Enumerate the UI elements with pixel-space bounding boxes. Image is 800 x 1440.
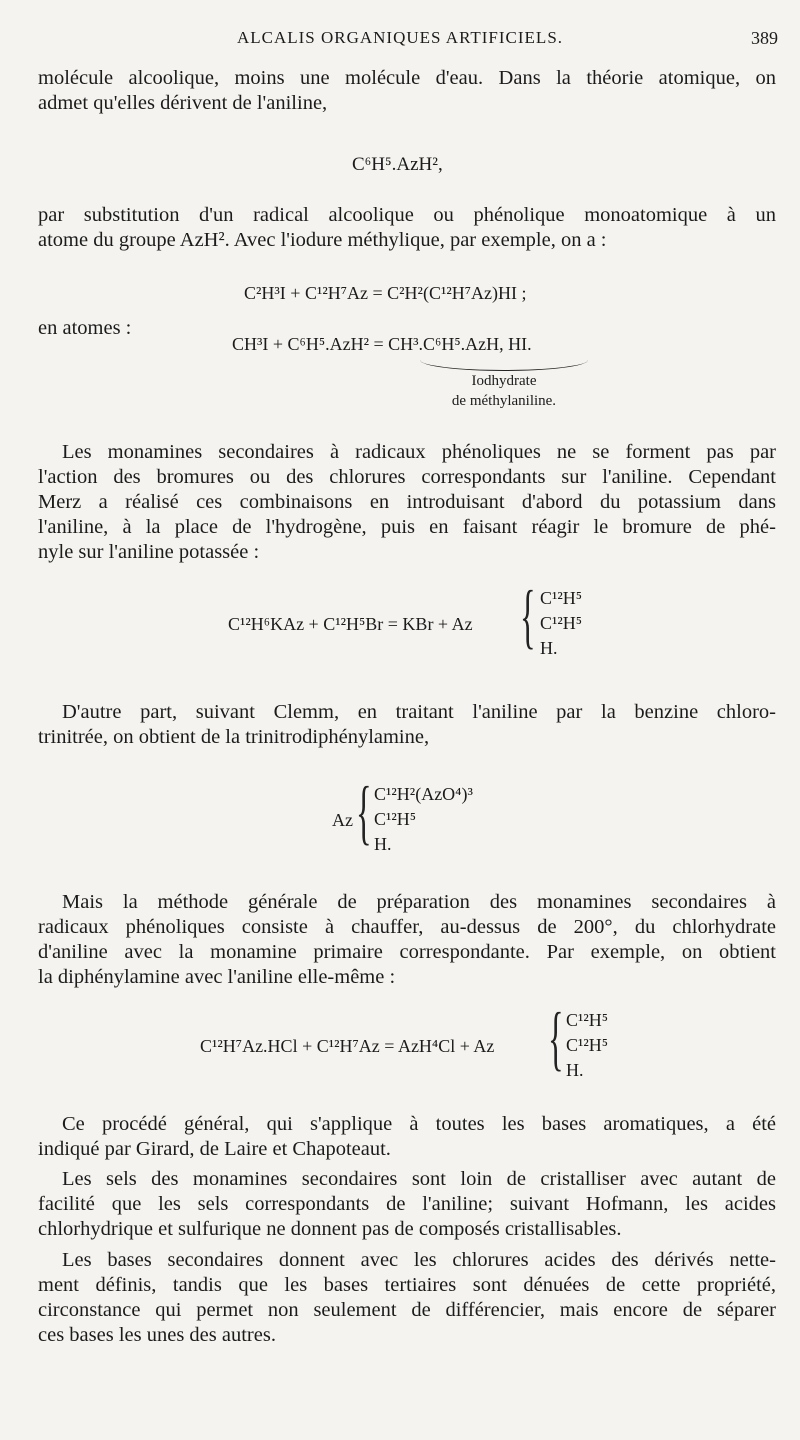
text-line: Merz a réalisé ces combinaisons en introduisant d'abord du potassium dans [38, 491, 776, 513]
paragraph-3 [38, 440, 776, 565]
stack-line: C¹²H²(AzO⁴)³ [374, 784, 473, 804]
equation-diphenylamine-left: C¹²H⁷Az.HCl + C¹²H⁷Az = AzH⁴Cl + Az [200, 1036, 495, 1056]
stack-line: H. [374, 834, 392, 854]
text-line: l'action des bromures ou des chlorures correspondants sur l'aniline. Cependant [38, 466, 776, 488]
stack-line: C¹²H⁵ [374, 809, 417, 829]
text-line: nyle sur l'aniline potassée : [38, 541, 260, 563]
text-line: l'aniline, à la place de l'hydrogène, puis en faisant réagir le bromure de phé- [38, 516, 776, 538]
equation-methyl-iodide-atoms: CH³I + C⁶H⁵.AzH² = CH³.C⁶H⁵.AzH, HI. [232, 334, 532, 354]
running-title: ALCALIS ORGANIQUES ARTIFICIELS. [236, 28, 564, 47]
brace: { [520, 576, 536, 656]
brace: { [356, 772, 372, 852]
text-line: chlorhydrique et sulfurique ne donnent pas de composés cristallisables. [38, 1218, 622, 1240]
text-line: par substitution d'un radical alcoolique ou phénolique monoatomique à un [38, 204, 776, 226]
text-line: indiqué par Girard, de Laire et Chapoteaut. [38, 1138, 391, 1160]
text-line: Mais la méthode générale de préparation des monamines secondaires à [62, 891, 776, 913]
formula-trinitro-left: Az [332, 810, 353, 830]
text-line: d'aniline avec la monamine primaire correspondante. Par exemple, on obtient [38, 941, 776, 963]
text-line: Les bases secondaires donnent avec les chlorures acides des dérivés nette- [62, 1249, 776, 1271]
text-line: Les monamines secondaires à radicaux phénoliques ne se forment pas par [62, 441, 776, 463]
stack-line: C¹²H⁵ [540, 588, 583, 608]
text-line: ces bases les unes des autres. [38, 1324, 276, 1346]
text-line: en atomes : [38, 317, 132, 339]
stack-line: H. [566, 1060, 584, 1080]
page-number: 389 [751, 28, 778, 48]
stack-line: C¹²H⁵ [566, 1035, 609, 1055]
text-line: molécule alcoolique, moins une molécule d'eau. Dans la théorie atomique, on [38, 67, 776, 89]
equation-methyl-iodide-equivalents: C²H³I + C¹²H⁷Az = C²H²(C¹²H⁷Az)HI ; [244, 283, 527, 303]
text-line: D'autre part, suivant Clemm, en traitant l'aniline par la benzine chloro- [62, 701, 776, 723]
underbrace [420, 360, 588, 371]
brace: { [548, 998, 564, 1078]
equation-merz-stack [540, 586, 582, 661]
text-line: la diphénylamine avec l'aniline elle-même : [38, 966, 396, 988]
stack-line: C¹²H⁵ [540, 613, 583, 633]
equation-diphenylamine-stack [566, 1008, 608, 1083]
text-line: facilité que les sels correspondants de l'aniline; suivant Hofmann, les acides [38, 1193, 776, 1215]
formula-caption-line-1: Iodhydrate [471, 373, 537, 389]
label-en-atomes [38, 316, 238, 341]
text-line: atome du groupe AzH². Avec l'iodure méthylique, par exemple, on a : [38, 229, 607, 251]
paragraph-4 [38, 700, 776, 750]
text-line: radicaux phénoliques consiste à chauffer, au-dessus de 200°, du chlorhydrate [38, 916, 776, 938]
text-line: circonstance qui permet non seulement de différencier, mais encore de séparer [38, 1299, 776, 1321]
stack-line: H. [540, 638, 558, 658]
formula-caption-line-2: de méthylaniline. [451, 393, 557, 409]
paragraph-6 [38, 1112, 776, 1162]
text-line: Les sels des monamines secondaires sont loin de cristalliser avec autant de [62, 1168, 776, 1190]
page-header [0, 28, 800, 58]
paragraph-8 [38, 1248, 776, 1348]
formula-aniline: C⁶H⁵.AzH², [352, 154, 443, 175]
paragraph-5 [38, 890, 776, 990]
paragraph-7 [38, 1167, 776, 1242]
text-line: Ce procédé général, qui s'applique à toutes les bases aromatiques, a été [62, 1113, 776, 1135]
paragraph-1 [38, 66, 776, 116]
equation-merz-left: C¹²H⁶KAz + C¹²H⁵Br = KBr + Az [228, 614, 473, 634]
text-line: trinitrée, on obtient de la trinitrodiphénylamine, [38, 726, 430, 748]
stack-line: C¹²H⁵ [566, 1010, 609, 1030]
paragraph-2 [38, 203, 776, 253]
text-line: ment définis, tandis que les bases tertiaires sont dénuées de cette propriété, [38, 1274, 776, 1296]
formula-trinitro-stack [374, 782, 473, 857]
text-line: admet qu'elles dérivent de l'aniline, [38, 92, 328, 114]
